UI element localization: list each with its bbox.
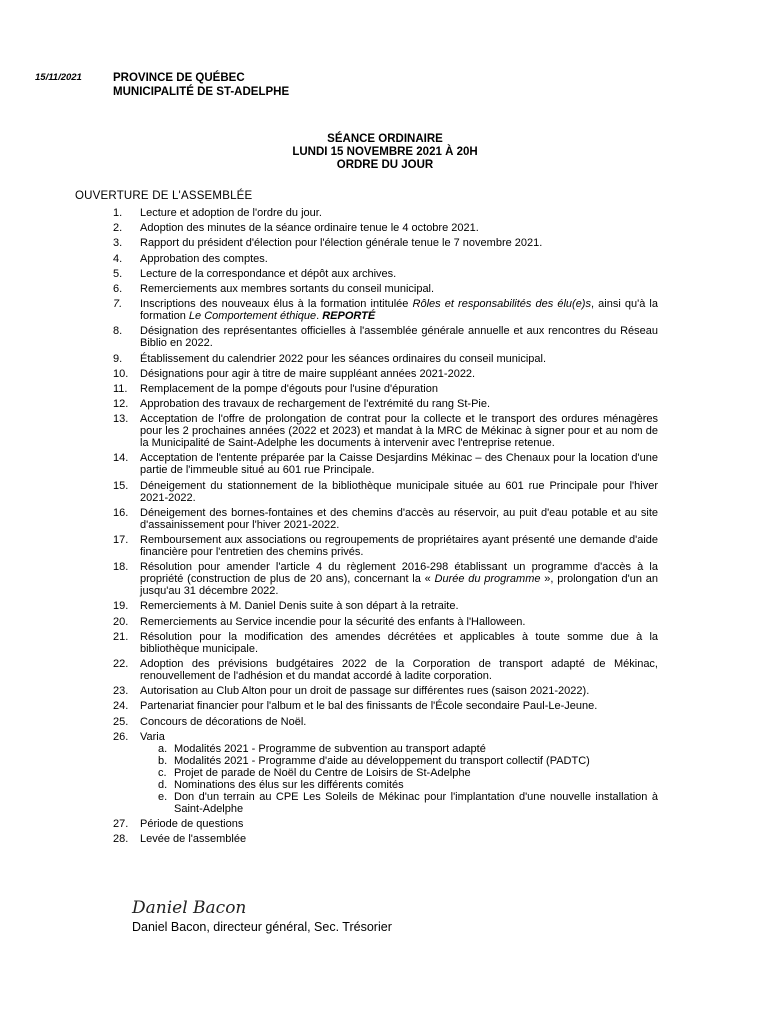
agenda-item xyxy=(113,237,658,249)
varia-sublist xyxy=(140,743,658,815)
item-number: 13. xyxy=(113,413,129,426)
agenda-item xyxy=(113,700,658,712)
item-number: 3. xyxy=(113,237,123,250)
agenda-item xyxy=(113,833,658,845)
session-type: SÉANCE ORDINAIRE xyxy=(327,133,443,145)
varia-item xyxy=(140,755,658,767)
item-text: Concours de décorations de Noël. xyxy=(140,715,307,728)
session-heading xyxy=(0,133,770,172)
item-number: 26. xyxy=(113,730,129,743)
item-text xyxy=(140,561,658,597)
item-text-part: Inscriptions des nouveaux élus à la formation intitulée xyxy=(140,298,413,311)
agenda-item xyxy=(113,353,658,365)
varia-item xyxy=(140,767,658,779)
sub-letter: d. xyxy=(158,778,168,791)
agenda-item xyxy=(113,685,658,697)
agenda-item xyxy=(113,616,658,628)
item-number: 8. xyxy=(113,325,123,338)
item-number: 4. xyxy=(113,252,123,265)
agenda-item xyxy=(113,325,658,349)
sub-letter: e. xyxy=(158,790,168,803)
item-number: 14. xyxy=(113,452,129,465)
item-text: Résolution pour la modification des amendes décrétées et applicables à toute somme due à la bibliothèque municipale. xyxy=(140,630,658,655)
item-number: 5. xyxy=(113,267,123,280)
session-datetime: LUNDI 15 NOVEMBRE 2021 À 20H xyxy=(292,146,478,158)
item-text: Établissement du calendrier 2022 pour les séances ordinaires du conseil municipal. xyxy=(140,352,547,365)
item-text: Lecture et adoption de l'ordre du jour. xyxy=(140,207,322,219)
item-text: Déneigement des bornes-fontaines et des chemins d'accès au réservoir, au puit d'eau potable et au site d'assainissement pour l'hiver 2021-2022. xyxy=(140,506,658,531)
item-text: Déneigement du stationnement de la bibliothèque municipale située au 601 rue Principale pour l'hiver 2021-2022. xyxy=(140,479,658,504)
agenda-item xyxy=(113,731,658,815)
item-text: Rapport du président d'élection pour l'élection générale tenue le 7 novembre 2021. xyxy=(140,237,543,250)
agenda-item xyxy=(113,298,658,322)
item-number: 24. xyxy=(113,700,129,713)
sub-letter: c. xyxy=(158,766,167,779)
agenda-item xyxy=(113,368,658,380)
item-number: 1. xyxy=(113,207,123,219)
sub-text: Nominations des élus sur les différents comités xyxy=(174,778,404,791)
item-number: 22. xyxy=(113,657,129,670)
item-text: Approbation des travaux de rechargement de l'extrémité du rang St-Pie. xyxy=(140,398,491,411)
sub-text: Don d'un terrain au CPE Les Soleils de Mékinac pour l'implantation d'une nouvelle installation à Saint-Adelphe xyxy=(174,790,658,815)
item-text: Remboursement aux associations ou regroupements de propriétaires ayant présenté une demande d'aide financière pour l'entretien des chemins privés. xyxy=(140,534,658,558)
item-number: 19. xyxy=(113,600,129,613)
item-number: 27. xyxy=(113,817,129,830)
item-text-part: , ainsi qu'à la formation xyxy=(140,298,658,323)
postponed-label: REPORTÉ xyxy=(322,310,376,323)
agenda-item xyxy=(113,413,658,449)
varia-item xyxy=(140,743,658,755)
province-name: PROVINCE DE QUÉBEC xyxy=(113,72,245,84)
sub-letter: b. xyxy=(158,754,168,767)
section-title: OUVERTURE DE L'ASSEMBLÉE xyxy=(75,190,253,202)
item-number: 16. xyxy=(113,506,129,519)
item-text: Période de questions xyxy=(140,817,244,830)
item-text: Lecture de la correspondance et dépôt aux archives. xyxy=(140,267,397,280)
item-number: 9. xyxy=(113,352,123,365)
item-number: 25. xyxy=(113,715,129,728)
agenda-item xyxy=(113,480,658,504)
program-title: Durée du programme xyxy=(434,573,541,586)
agenda-item xyxy=(113,283,658,295)
item-number: 17. xyxy=(113,534,129,546)
document-date: 15/11/2021 xyxy=(35,72,82,83)
item-number: 18. xyxy=(113,561,129,574)
document-header xyxy=(113,71,289,99)
course-title-ethics: Le Comportement éthique xyxy=(188,310,317,323)
agenda-item xyxy=(113,600,658,612)
item-text: Partenariat financier pour l'album et le bal des finissants de l'École secondaire Paul-Le-Jeune. xyxy=(140,700,598,713)
item-text-part: Résolution pour amender l'article 4 du règlement 2016-298 établissant un programme d'accès à la propriété (construction de plus de 20 ans), concernant la « xyxy=(140,561,658,586)
item-text: Désignation des représentantes officielles à l'assemblée générale annuelle et aux rencontres du Réseau Biblio en 2022. xyxy=(140,325,658,350)
item-number: 15. xyxy=(113,479,129,492)
item-text: Levée de l'assemblée xyxy=(140,833,247,846)
item-text: Acceptation de l'entente préparée par la Caisse Desjardins Mékinac – des Chenaux pour la location d'une partie de l'immeuble situé au 601 rue Principale. xyxy=(140,452,658,477)
item-text: Autorisation au Club Alton pour un droit de passage sur différentes rues (saison 2021-2022). xyxy=(140,685,590,698)
agenda-item xyxy=(113,398,658,410)
item-text: Désignations pour agir à titre de maire suppléant années 2021-2022. xyxy=(140,367,476,380)
item-text: Approbation des comptes. xyxy=(140,252,268,265)
item-text: Remerciements à M. Daniel Denis suite à son départ à la retraite. xyxy=(140,600,459,613)
agenda-item xyxy=(113,507,658,531)
varia-item xyxy=(140,779,658,791)
item-text: Remplacement de la pompe d'égouts pour l'usine d'épuration xyxy=(140,382,438,395)
item-number: 12. xyxy=(113,398,129,411)
agenda-item xyxy=(113,452,658,476)
item-text: Acceptation de l'offre de prolongation de contrat pour la collecte et le transport des ordures ménagères pour les 2 prochaines années (2022 et 2023) et mandat à la MRC de Mékinac à signer pour et au nom de la Municipalité de Saint-Adelphe les documents à intervenir avec l'entreprise retenue. xyxy=(140,413,658,450)
agenda-list xyxy=(113,207,658,848)
sub-text: Modalités 2021 - Programme de subvention au transport adapté xyxy=(174,742,486,755)
agenda-item xyxy=(113,631,658,655)
agenda-item xyxy=(113,658,658,682)
handwritten-signature: Daniel Bacon xyxy=(132,898,247,918)
item-number: 6. xyxy=(113,282,123,295)
sub-letter: a. xyxy=(158,742,168,755)
item-number: 23. xyxy=(113,685,129,698)
agenda-item xyxy=(113,534,658,558)
item-number: 20. xyxy=(113,615,129,628)
item-text: Adoption des prévisions budgétaires 2022 de la Corporation de transport adapté de Mékinac, renouvellement de l'adhésion et du mandat accordé à ladite corporation. xyxy=(140,657,658,682)
item-text: Remerciements au Service incendie pour la sécurité des enfants à l'Halloween. xyxy=(140,615,526,628)
item-text: Remerciements aux membres sortants du conseil municipal. xyxy=(140,282,435,295)
item-number: 21. xyxy=(113,630,129,643)
sub-text: Modalités 2021 - Programme d'aide au développement du transport collectif (PADTC) xyxy=(174,754,590,767)
item-text: Varia xyxy=(140,730,165,743)
varia-item xyxy=(140,791,658,815)
agenda-title: ORDRE DU JOUR xyxy=(336,159,434,171)
item-number: 28. xyxy=(113,833,129,846)
item-text-part: . xyxy=(316,310,323,323)
agenda-item xyxy=(113,207,658,219)
agenda-item xyxy=(113,222,658,234)
item-text xyxy=(140,298,658,322)
item-number: 10. xyxy=(113,367,129,380)
agenda-item xyxy=(113,561,658,597)
item-text: Adoption des minutes de la séance ordinaire tenue le 4 octobre 2021. xyxy=(140,222,479,235)
item-text-part: », prolongation d'un an jusqu'au 31 décembre 2022. xyxy=(140,573,658,598)
item-number: 11. xyxy=(113,382,128,395)
agenda-item xyxy=(113,716,658,728)
signatory-line: Daniel Bacon, directeur général, Sec. Trésorier xyxy=(132,920,392,934)
course-title-roles: Rôles et responsabilités des élu(e)s xyxy=(412,298,591,311)
agenda-item xyxy=(113,253,658,265)
municipality-name: MUNICIPALITÉ DE ST-ADELPHE xyxy=(113,86,290,98)
agenda-item xyxy=(113,268,658,280)
item-number: 7. xyxy=(113,298,123,311)
agenda-item xyxy=(113,383,658,395)
item-number: 2. xyxy=(113,222,123,235)
sub-text: Projet de parade de Noël du Centre de Loisirs de St-Adelphe xyxy=(174,766,471,779)
agenda-item xyxy=(113,818,658,830)
